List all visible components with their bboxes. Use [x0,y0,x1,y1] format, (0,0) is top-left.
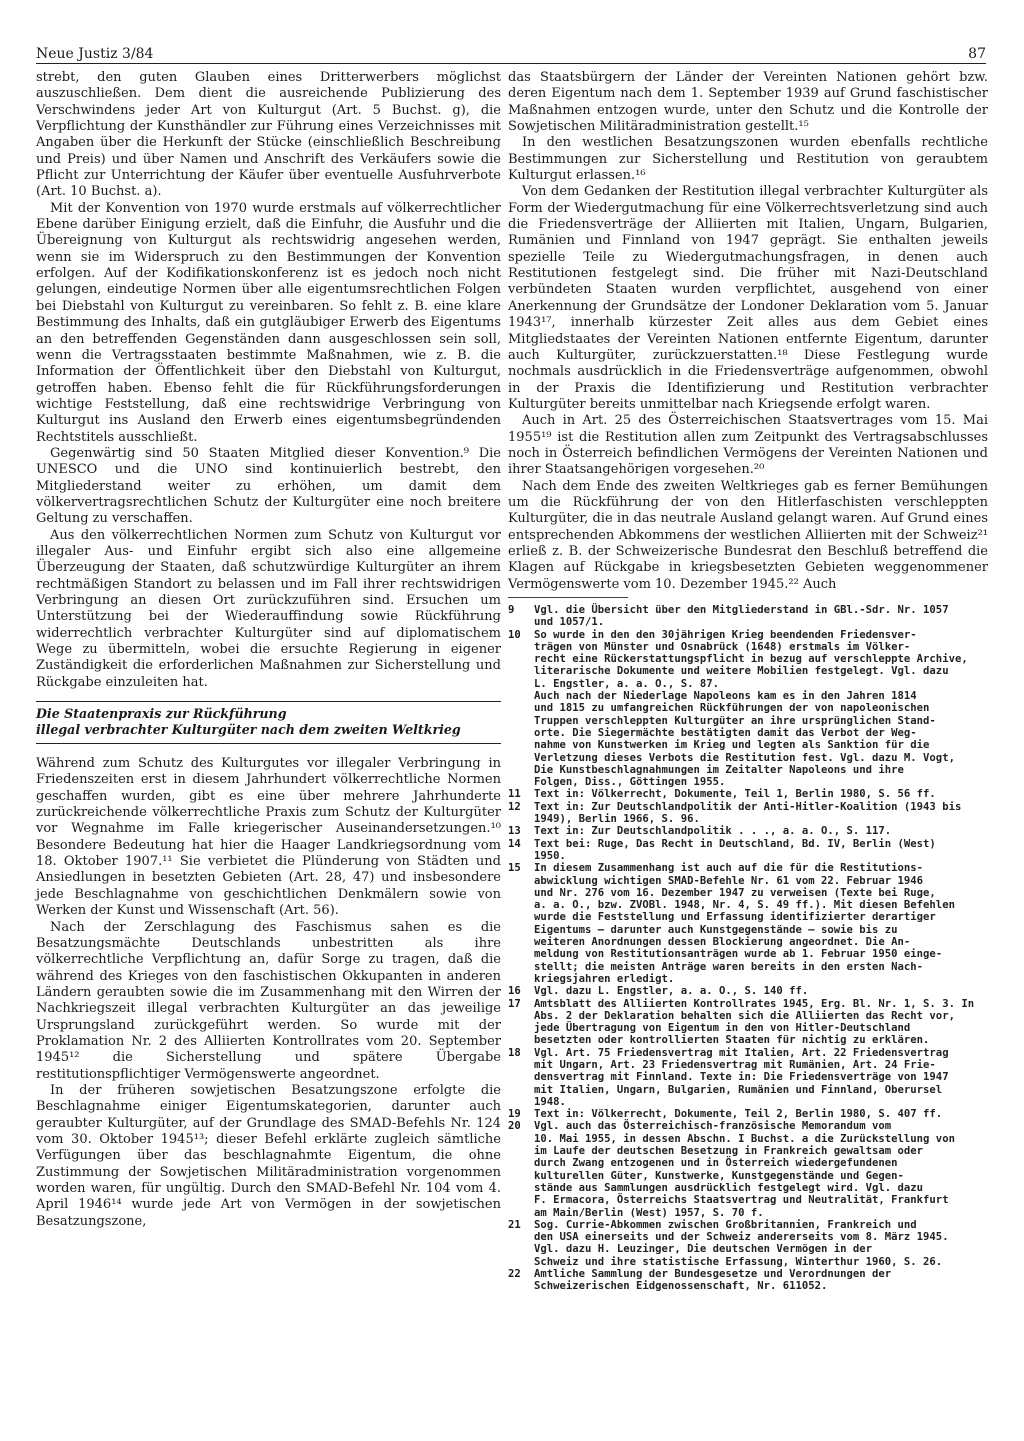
footnote-line: F. Ermacora, Österreichs Staatsvertrag und Neutralität, Frankfurt [534,1194,949,1207]
footnote-number: 14 [508,837,521,850]
footnote-line: 1950. [534,849,566,862]
footnote [508,862,988,985]
footnote-number: 13 [508,825,521,838]
footnote-text [534,788,988,800]
footnote-line: kriegsjahren erledigt. [534,972,675,985]
footnote-line: 1948. [534,1095,566,1108]
footnote-line: orte. Die Siegermächte bestätigten damit das Verbot der Weg- [534,726,917,739]
paragraph: Nach dem Ende des zweiten Weltkrieges gab es ferner Bemühungen um die Rückführung der von den Hitlerfaschisten verschleppten Kulturgüter, die in das neutrale Ausland gelangt waren. Auf Grund eines entsprechenden Abkommens der westlichen Alliierten mit der Schweiz²¹ erließ z. B. der Schweizerische Bundesrat den Beschluß betreffend die Klagen auf Rückgabe in kriegsbesetzten Gebieten weggenommener Vermögenswerte vom 10. Dezember 1945.²² Auch [508,478,988,592]
footnote-text [534,1047,988,1108]
footnote-line: und Nr. 276 vom 16. Dezember 1947 zu verweisen (Texte bei Ruge, [534,886,936,899]
footnote-text [534,825,988,837]
footnote-line: Eigentums – darunter auch Kunstgegenstände – sowie bis zu [534,923,898,936]
footnote-line: besetzten oder kontrollierten Staaten für nichtig zu erklären. [534,1034,930,1047]
footnote-text [534,1108,988,1120]
footnote-text [534,998,988,1047]
paragraph: Während zum Schutz des Kulturgutes vor illegaler Verbringung in Friedenszeiten erst in diesem Jahrhundert völkerrechtliche Normen geschaffen wurden, gibt es eine über mehrere Jahrhunderte zurückreichende völkerrechtliche Praxis zum Schutz der Kulturgüter vor Wegnahme im Falle kriegerischer Auseinandersetzungen.¹⁰ Besondere Bedeutung hat hier die Haager Landkriegsordnung vom 18. Oktober 1907.¹¹ Sie verbietet die Plünderung von Städten und Ansiedlungen in besetzten Gebieten (Art. 28, 47) und insbesondere jede Beschlagnahme von geschichtlichen Denkmälern sowie von Werken der Kunst und Wissenschaft (Art. 56). [36,756,501,919]
footnote-line: den USA einerseits und der Schweiz andererseits vom 8. März 1945. [534,1231,949,1244]
footnote-line: Text in: Völkerrecht, Dokumente, Teil 1, Berlin 1980, S. 56 ff. [534,788,936,801]
footnote-line: Vgl. Art. 75 Friedensvertrag mit Italien, Art. 22 Friedensvertrag [534,1046,949,1059]
footnote [508,604,988,629]
footnote-number: 11 [508,788,521,801]
footnote-line: Auch nach der Niederlage Napoleons kam es in den Jahren 1814 [534,690,917,703]
footnote-line: 10. Mai 1955, in dessen Abschn. I Buchst. a die Zurückstellung von [534,1132,955,1145]
footnote-line: L. Engstler, a. a. O., S. 87. [534,677,719,690]
footnote-line: mit Ungarn, Art. 23 Friedensvertrag mit Rumänien, Art. 24 Frie- [534,1058,936,1071]
paragraph: Auch in Art. 25 des Österreichischen Staatsvertrages vom 15. Mai 1955¹⁹ ist die Restitution allen zum Zeitpunkt des Vertragsabschlusses noch in Österreich befindlichen Vermögens der Vereinten Nationen und ihrer Staatsangehörigen vorgesehen.²⁰ [508,413,988,478]
footnote-line: Truppen verschleppten Kulturgüter an ihre ursprünglichen Stand- [534,714,936,727]
footnote-text [534,838,988,863]
footnote-line: Die Kunstbeschlagnahmungen im Zeitalter Napoleons und ihre [534,763,904,776]
footnote-line: So wurde in den den 30jährigen Krieg beendenden Friedensver- [534,628,917,641]
footnote-line: Folgen, Diss., Göttingen 1955. [534,776,726,789]
footnote-line: literarische Dokumente und weitere Mobilien festgelegt. Vgl. dazu [534,665,949,678]
section-heading [36,701,501,744]
footnote [508,1268,988,1293]
footnote-line: weiteren Anordnungen dessen Blockierung angeordnet. Die An- [534,936,911,949]
footnote [508,825,988,837]
section-heading-line: Die Staatenpraxis zur Rückführung [36,706,287,722]
footnote-line: Abs. 2 der Deklaration behalten sich die Alliierten das Recht vor, [534,1009,955,1022]
footnote [508,1108,988,1120]
paragraph: In den westlichen Besatzungszonen wurden ebenfalls rechtliche Bestimmungen zur Sicherstellung und Restitution von geraubtem Kulturgut erlassen.¹⁶ [508,135,988,184]
footnote-line: und 1057/1. [534,616,605,629]
footnote-number: 21 [508,1218,521,1231]
footnote-line: durch Zwang entzogenen und in Österreich wiedergefundenen [534,1157,898,1170]
footnote-text [534,801,988,826]
footnote-rule [508,597,628,598]
right-column [508,70,988,1293]
footnote [508,1047,988,1108]
footnote-text [534,1219,988,1268]
footnote-text [534,862,988,985]
footnote-number: 22 [508,1268,521,1281]
footnote-line: 1949), Berlin 1966, S. 96. [534,813,700,826]
footnote-line: Schweizerischen Eidgenossenschaft, Nr. 611052. [534,1280,828,1293]
footnote-line: Sog. Currie-Abkommen zwischen Großbritannien, Frankreich und [534,1218,917,1231]
footnote-text [534,1268,988,1293]
footnote-number: 12 [508,800,521,813]
header-rule [36,63,986,64]
footnote [508,985,988,997]
footnote-line: am Main/Berlin (West) 1957, S. 70 f. [534,1206,764,1219]
footnote [508,1120,988,1218]
footnote-text [534,1120,988,1218]
footnote-line: meldung von Restitutionsanträgen wurde ab 1. Februar 1950 einge- [534,948,943,961]
paragraph: In der früheren sowjetischen Besatzungszone erfolgte die Beschlagnahme einiger Eigentumskategorien, darunter auch geraubter Kulturgüter, auf der Grundlage des SMAD-Befehls Nr. 124 vom 30. Oktober 1945¹³; dieser Befehl erklärte zugleich sämtliche Verfügungen über das beschlagnahmte Eigentum, die ohne Zustimmung der Sowjetischen Militäradministration vorgenommen worden waren, für ungültig. Durch den SMAD-Befehl Nr. 104 vom 4. April 1946¹⁴ wurde jede Art von Vermögen in der sowjetischen Besatzungszone, [36,1082,501,1229]
footnote-line: In diesem Zusammenhang ist auch auf die für die Restitutions- [534,862,924,875]
footnote-line: und 1815 zu umfangreichen Rückführungen der von napoleonischen [534,702,930,715]
left-column [36,70,501,1230]
paragraph: Von dem Gedanken der Restitution illegal verbrachter Kulturgüter als Form der Wiedergutmachung für eine Völkerrechtsverletzung sind auch die Friedensverträge der Alliierten mit Italien, Ungarn, Bulgarien, Rumänien und Finnland von 1947 geprägt. Sie enthalten jeweils spezielle Teile zu Wiedergutmachungsfragen, in denen auch Restitutionen festgelegt sind. Die früher mit Nazi-Deutschland verbündeten Staaten wurden verpflichtet, ausgehend von einer Anerkennung der Grundsätze der Londoner Deklaration vom 5. Januar 1943¹⁷, innerhalb kürzester Zeit alles aus dem Gebiet eines Mitgliedstaates der Vereinten Nationen entfernte Eigentum, darunter auch Kulturgüter, zurückzuerstatten.¹⁸ Diese Festlegung wurde nochmals ausdrücklich in die Friedensverträge aufgenommen, obwohl in der Praxis die Identifizierung und Restitution verbrachter Kulturgüter bereits unmittelbar nach Kriegsende erfolgt waren. [508,184,988,412]
footnote-line: Schweiz und ihre statistische Erfassung, Winterthur 1960, S. 26. [534,1255,943,1268]
footnotes [508,604,988,1293]
footnote-line: Vgl. auch das Österreichisch-französische Memorandum vom [534,1120,892,1133]
footnote [508,629,988,789]
footnote-line: recht eine Rückerstattungspflicht in bezug auf verschleppte Archive, [534,653,968,666]
footnote-line: Amtliche Sammlung der Bundesgesetze und Verordnungen der [534,1268,892,1281]
footnote-number: 10 [508,628,521,641]
footnote-line: stellt; die meisten Anträge waren bereits in den ersten Nach- [534,960,924,973]
footnote-line: abwicklung wichtigen SMAD-Befehle Nr. 61 vom 22. Februar 1946 [534,874,924,887]
footnote-line: densvertrag mit Finnland. Texte in: Die Friedensverträge von 1947 [534,1071,949,1084]
paragraph: Aus den völkerrechtlichen Normen zum Schutz von Kulturgut vor illegaler Aus- und Einfuhr ergibt sich also eine allgemeine Überzeugung der Staaten, daß schutzwürdige Kulturgüter an ihrem rechtmäßigen Standort zu belassen und im Fall ihrer rechtswidrigen Verbringung an diesen Ort zurückzuführen sind. Ersuchen um Unterstützung bei der Wiederauffindung sowie Rückführung widerrechtlich verbrachter Kulturgüter sind auf diplomatischem Wege zu übermitteln, wobei die ersuchte Regierung in eigener Zuständigkeit die erforderlichen Maßnahmen zur Sicherstellung und Rückgabe einzuleiten hat. [36,527,501,690]
page-number: 87 [968,46,986,62]
paragraph: strebt, den guten Glauben eines Dritterwerbers möglichst auszuschließen. Dem dient die ausreichende Publizierung des Verschwindens jeder Art von Kulturgut (Art. 5 Buchst. g), die Verpflichtung der Kunsthändler zur Führung eines Verzeichnisses mit Angaben über die Herkunft der Stücke (einschließlich Beschreibung und Preis) und über Namen und Anschrift des Verkäufers sowie die Pflicht zur Unterrichtung der Käufer über eventuelle Ausfuhrverbote (Art. 10 Buchst. a). [36,70,501,200]
section-heading-line: illegal verbrachter Kulturgüter nach dem zweiten Weltkrieg [36,722,461,738]
footnote-number: 18 [508,1046,521,1059]
footnote-line: Text in: Völkerrecht, Dokumente, Teil 2, Berlin 1980, S. 407 ff. [534,1108,943,1121]
footnote-number: 16 [508,985,521,998]
footnote [508,801,988,826]
paragraph: Gegenwärtig sind 50 Staaten Mitglied dieser Konvention.⁹ Die UNESCO und die UNO sind kontinuierlich bestrebt, den Mitgliederstand weiter zu erhöhen, um damit dem völkervertragsrechtlichen Schutz der Kulturgüter eine noch breitere Geltung zu verschaffen. [36,445,501,527]
footnote-line: Amtsblatt des Alliierten Kontrollrates 1945, Erg. Bl. Nr. 1, S. 3. In [534,997,975,1010]
footnote-line: stände aus Sammlungen ausdrücklich festgelegt wird. Vgl. dazu [534,1181,924,1194]
footnote-line: kulturellen Güter, Kunstwerke, Kunstgegenstände und Gegen- [534,1169,904,1182]
footnote-text [534,985,988,997]
footnote-line: wurde die Feststellung und Erfassung identifizierter derartiger [534,911,936,924]
journal-title: Neue Justiz 3/84 [36,46,154,62]
footnote-line: nahme von Kunstwerken im Krieg und legten als Sanktion für die [534,739,930,752]
footnote-line: trägen von Münster und Osnabrück (1648) erstmals im Völker- [534,640,911,653]
footnote-line: Text in: Zur Deutschlandpolitik der Anti-Hitler-Koalition (1943 bis [534,800,962,813]
footnote-line: Vgl. die Übersicht über den Mitgliederstand in GBl.-Sdr. Nr. 1057 [534,604,949,616]
footnote-number: 17 [508,997,521,1010]
paragraph: Mit der Konvention von 1970 wurde erstmals auf völkerrechtlicher Ebene darüber Einigung erzielt, daß die Einfuhr, die Ausfuhr und die Übereignung von Kulturgut als rechtswidrig angesehen werden, wenn sie im Widerspruch zu den Bestimmungen der Konvention erfolgen. Auf der Kodifikationskonferenz ist es jedoch noch nicht gelungen, eindeutige Normen über alle eigentumsrechtlichen Folgen bei Diebstahl von Kulturgut zu vereinbaren. So fehlt z. B. eine klare Bestimmung des Inhalts, daß ein gutgläubiger Erwerb des Eigentums an den betreffenden Gegenständen dann ausgeschlossen sein soll, wenn die Vertragsstaaten bestimmte Maßnahmen, wie z. B. die Information der Öffentlichkeit über den Diebstahl von Kulturgut, getroffen haben. Ebenso fehlt die für Rückführungsforderungen wichtige Feststellung, daß eine rechtswidrige Verbringung von Kulturgut ins Ausland den Erwerb eines eigentumsbegründenden Rechtstitels ausschließt. [36,200,501,445]
footnote-line: im Laufe der deutschen Besetzung in Frankreich gewaltsam oder [534,1145,924,1158]
paragraph: Nach der Zerschlagung des Faschismus sahen es die Besatzungsmächte Deutschlands unbestritten als ihre völkerrechtliche Verpflichtung an, dafür Sorge zu tragen, daß die während des Krieges von den faschistischen Okkupanten in anderen Ländern geraubten sowie die im Zusammenhang mit den Wirren der Nachkriegszeit illegal verbrachten Kulturgüter an das jeweilige Ursprungsland zurückgeführt werden. So wurde mit der Proklamation Nr. 2 des Alliierten Kontrollrates vom 20. September 1945¹² die Sicherstellung und spätere Übergabe restitutionspflichtiger Vermögenswerte angeordnet. [36,919,501,1082]
footnote-line: a. a. O., bzw. ZVOBl. 1948, Nr. 4, S. 49 ff.). Mit diesen Befehlen [534,899,955,912]
footnote [508,1219,988,1268]
footnote-line: jede Übertragung von Eigentum in den von Hitler-Deutschland [534,1022,911,1035]
footnote [508,998,988,1047]
footnote-number: 9 [508,604,515,616]
footnote-line: Text bei: Ruge, Das Recht in Deutschland, Bd. IV, Berlin (West) [534,837,936,850]
footnote-text [534,604,988,629]
page-header [36,40,986,62]
footnote [508,838,988,863]
footnote-line: Vgl. dazu L. Engstler, a. a. O., S. 140 ff. [534,985,809,998]
paragraph: das Staatsbürgern der Länder der Vereinten Nationen gehört bzw. deren Eigentum nach dem 1. September 1939 auf Grund faschistischer Maßnahmen entzogen wurde, unter den Schutz und die Kontrolle der Sowjetischen Militäradministration gestellt.¹⁵ [508,70,988,135]
footnote-number: 19 [508,1108,521,1121]
footnote-line: mit Italien, Ungarn, Bulgarien, Rumänien und Finnland, Oberursel [534,1083,943,1096]
footnote-number: 15 [508,862,521,875]
footnote-text [534,629,988,789]
footnote-line: Verletzung dieses Verbots die Restitution fest. Vgl. dazu M. Vogt, [534,751,955,764]
footnote [508,788,988,800]
footnote-line: Vgl. dazu H. Leuzinger, Die deutschen Vermögen in der [534,1243,873,1256]
footnote-number: 20 [508,1120,521,1133]
footnote-line: Text in: Zur Deutschlandpolitik . . ., a. a. O., S. 117. [534,825,892,838]
